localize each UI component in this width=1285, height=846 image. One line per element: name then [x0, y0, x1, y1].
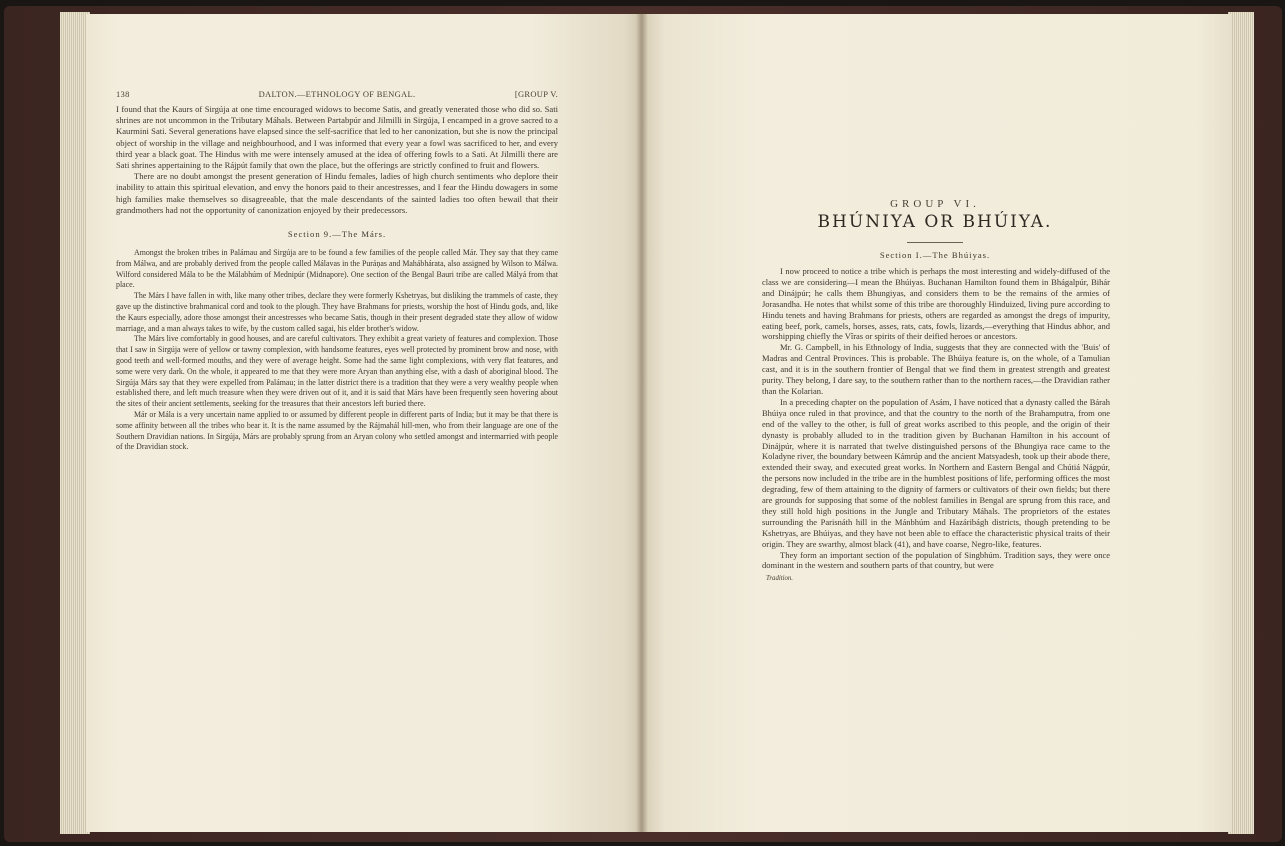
- running-header: [116, 89, 558, 101]
- book-gutter: [636, 14, 648, 832]
- paragraph: I now proceed to notice a tribe which is perhaps the most interesting and widely-diffused of the class we are considering—I mean the Bhúiyas. Buchanan Hamilton found them in Bhágalpúr, Bihár and Dinájpúr; he calls them Bhungiyas, and considers them to be the remains of the armies of Jorasandha. He notes that whilst some of this tribe are thoroughly Hinduized, living pure according to Hindu tenets and having Brahmans for priests, others are regarded as amongst the dregs of impurity, eating beef, pork, camels, horses, asses, rats, cats, fowls, lizards,—everything that Hindus abhor, and worshipping chiefly the Vîras or spirits of their deified heroes or ancestors.: [762, 266, 1110, 342]
- page-number: 138: [116, 89, 130, 99]
- margin-note: Tradition.: [766, 575, 794, 582]
- paragraph: They form an important section of the population of Singbhúm. Tradition says, they were once dominant in the western and southern parts of that country, but were: [762, 549, 1110, 571]
- title-rule: [907, 242, 963, 243]
- paragraph: Mr. G. Campbell, in his Ethnology of India, suggests that they are connected with the 'Buis' of Madras and Central Provinces. This is probable. The Bhúiya feature is, on the whole, of a Tamulian cast, and it is in the southern frontier of Bengal that we find them in greatest strength and greatest purity. They belong, I dare say, to the southern rather than to the northern races,—the Dravidian rather than the Kolarian.: [762, 342, 1110, 396]
- right-page-text: [762, 266, 1110, 571]
- paragraph: Amongst the broken tribes in Palámau and Sirgúja are to be found a few families of the people called Már. They say that they came from Málwa, and are probably derived from the people called Málavas in the Puráņas and Mahábhárata, also assigned by Wilson to Málwa. Wilford considered Mála to be the Málabhúm of Mednipúr (Midnapore). One section of the Bengal Bauri tribe are called Mályá from that place.: [116, 248, 558, 290]
- paragraph: The Márs I have fallen in with, like many other tribes, declare they were formerly Kshetryas, but disliking the trammels of caste, they gave up the distinctive brahmanical cord and took to the plough. They have Brahmans for priests, worship the host of Hindu gods, and, like the Kaurs especially, adore those amongst their ancestresses who became Satis, though in their present degraded state they allow of widow marriage, and a man always takes to wife, by the custom called sagai, his elder brother's widow.: [116, 291, 558, 333]
- running-title: DALTON.—ETHNOLOGY OF BENGAL.: [258, 89, 416, 99]
- paragraph: Már or Mála is a very uncertain name applied to or assumed by different people in different parts of India; but it may be that there is some affinity between all the tribes who bear it. It is the name assumed by the Rájmahál hill-men, who from their language are one of the Southern Dravidian nations. In Sirgúja, Márs are probably sprung from an Aryan colony who settled amongst and intermarried with people of the Dravidian stock.: [116, 409, 558, 452]
- paragraph: In a preceding chapter on the population of Asám, I have noticed that a dynasty called the Bárah Bhúiya once ruled in that province, and that the country to the north of the Brahamputra, from one end of the valley to the other, is full of great works ascribed to this people, and the origin of their dynasty is probably alluded to in the tradition given by Buchanan Hamilton in his account of Dinájpúr, where it is narrated that twelve distinguished persons of the Bhungiya race came to the Koladyne river, the boundary between Kámrúp and the ancient Matsyadesh, took up their abode there, extended their sway, and executed great works. In Northern and Eastern Bengal and Chútiá Nágpúr, the persons now included in the tribe are in the humblest positions of life, performing offices the most degrading, few of them attaining to the dignity of farmers or cultivators of their own fields; but there are grounds for supposing that some of the noblest families in Bengal are sprung from this race, and they still hold high positions in the Jungle and Tributary Máhals. The proprietors of the estates surrounding the Parisnáth hill in the Mánbhúm and Hazáribágh districts, though pretending to be Kshetryas, are Bhúiyas, and they have not been able to efface the characteristic physical traits of their origin. They are swarthy, almost black (41), and have coarse, Negro-like, features.: [762, 396, 1110, 549]
- paragraph: The Márs live comfortably in good houses, and are careful cultivators. They exhibit a great variety of features and complexion. Those that I saw in Sirgúja were of yellow or tawny complexion, with handsome features, eyes well protected by prominent brow and nose, with good teeth and well-formed mouths, and they were of average height. Some had the same light complexions, with very flat features, and some were very dark. On the whole, it appeared to me that they were more Aryan than anything else, with a dash of aboriginal blood. The Sirgúja Márs say that they were expelled from Palámau; in the latter district there is a tradition that they were a very wealthy people when established there, and left much treasure when they were driven out of it, and it is said that Márs have been frequently seen hovering about the sites of their ancient settlements, seeking for the treasures that their ancestors left buried there.: [116, 334, 558, 409]
- section-heading: Section I.—The Bhúiyas.: [879, 250, 991, 260]
- paragraph: I found that the Kaurs of Sirgúja at one time encouraged widows to become Satis, and greatly venerated those who did so. Sati shrines are not uncommon in the Tributary Máhals. Between Partabpúr and Jilmilli in Sirgúja, I encamped in a grove sacred to a Kaurmini Sati. Several generations have elapsed since the self-sacrifice that led to her canonization, but she is now the principal object of worship in the village and neighbourhood, and I was informed that every year a fowl was sacrificed to her, and every third year a black goat. The Hindus with me were intensely amused at the idea of offering fowls to a Sati. At Jilmilli there are Sati shrines appertaining to the Rájpút family that own the place, but the offerings are strictly confined to fruit and flowers.: [116, 104, 558, 171]
- left-page-text: [116, 104, 558, 453]
- section-heading: Section 9.—The Márs.: [287, 229, 387, 240]
- group-title: GROUP VI.: [890, 198, 980, 210]
- group-label: [GROUP V.: [514, 89, 558, 99]
- paragraph: There are no doubt amongst the present generation of Hindu females, ladies of high church sentiments who deplore their inability to attain this spiritual elevation, and envy the honors paid to their ancestresses, and I fear the Hindu dowagers in some high families make themselves so disagreeable, that the male descendants of the sainted ladies too often bewail that their grandmothers had not the opportunity of canonization enjoyed by their predecessors.: [116, 171, 558, 215]
- tribe-title: BHÚNIYA OR BHÚIYA.: [817, 212, 1053, 232]
